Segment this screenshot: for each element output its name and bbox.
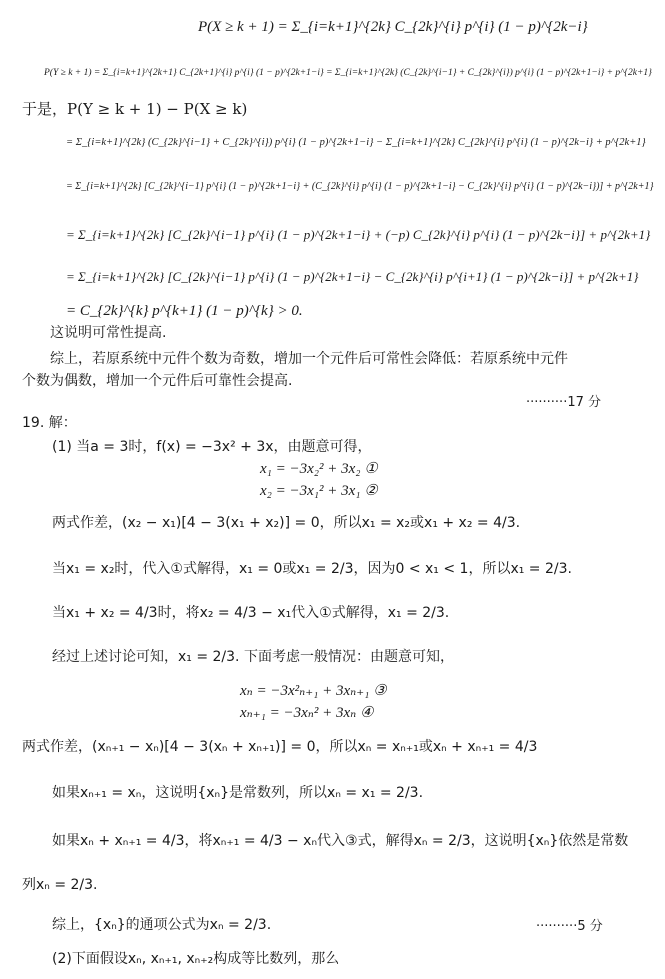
text-line: 如果xₙ₊₁ = xₙ，这说明{xₙ}是常数列，所以xₙ = x₁ = 2/3. — [52, 785, 424, 801]
equation-4: xₙ₊₁ = −3xₙ² + 3xₙ ④ — [240, 705, 374, 721]
text-line: 这说明可常性提高. — [50, 325, 167, 341]
text-line: 当x₁ + x₂ = 4/3时，将x₂ = 4/3 − x₁代入①式解得，x₁ = 2/3. — [52, 605, 450, 621]
text-line: 两式作差，(xₙ₊₁ − xₙ)[4 − 3(xₙ + xₙ₊₁)] = 0，所以xₙ = xₙ₊₁或xₙ + xₙ₊₁ = 4/3 — [22, 739, 538, 755]
text-line: 综上，若原系统中元件个数为奇数，增加一个元件后可常性会降低：若原系统中元件 — [50, 351, 568, 367]
score-mark: ··········5 分 — [536, 919, 603, 934]
derivation-line: = Σ_{i=k+1}^{2k} [C_{2k}^{i−1} p^{i} (1 − p)^{2k+1−i} + (−p) C_{2k}^{i} p^{i} (1 − p)^{2k−i}] + p^{2k+1} — [66, 227, 651, 242]
text-line: (2)下面假设xₙ, xₙ₊₁, xₙ₊₂构成等比数列，那么 — [52, 951, 340, 967]
text-line: 个数为偶数，增加一个元件后可靠性会提高. — [22, 373, 293, 389]
derivation-line: = Σ_{i=k+1}^{2k} [C_{2k}^{i−1} p^{i} (1 − p)^{2k+1−i} − C_{2k}^{i} p^{i+1} (1 − p)^{2k−i}] + p^{2k+1} — [66, 269, 639, 284]
text-line: 当x₁ = x₂时，代入①式解得，x₁ = 0或x₁ = 2/3，因为0 < x₁ < 1，所以x₁ = 2/3. — [52, 561, 572, 577]
text-line: 如果xₙ + xₙ₊₁ = 4/3，将xₙ₊₁ = 4/3 − xₙ代入③式，解得xₙ = 2/3，这说明{xₙ}依然是常数 — [52, 833, 629, 849]
equation-3: xₙ = −3x²ₙ₊₁ + 3xₙ₊₁ ③ — [240, 683, 387, 699]
text-line: 列xₙ = 2/3. — [22, 877, 98, 893]
equation-1: x₁ = −3x₂² + 3x₂ ① — [260, 461, 378, 477]
text-line: 综上，{xₙ}的通项公式为xₙ = 2/3. — [52, 917, 272, 933]
equation-2: x₂ = −3x₁² + 3x₁ ② — [260, 483, 378, 499]
score-mark: ··········17 分 — [526, 395, 601, 410]
text-line: 两式作差，(x₂ − x₁)[4 − 3(x₁ + x₂)] = 0，所以x₁ = x₂或x₁ + x₂ = 4/3. — [52, 515, 521, 531]
text-line: 经过上述讨论可知，x₁ = 2/3. 下面考虑一般情况：由题意可知， — [52, 649, 454, 665]
derivation-line: = C_{2k}^{k} p^{k+1} (1 − p)^{k} > 0. — [66, 303, 303, 319]
question-heading: 19. 解： — [22, 415, 77, 431]
derivation-line: = Σ_{i=k+1}^{2k} (C_{2k}^{i−1} + C_{2k}^{i}) p^{i} (1 − p)^{2k+1−i} − Σ_{i=k+1}^{2k} C_{2k}^{i} p^{i} (1 − p)^{2k−i} + p^{2k+1} — [66, 137, 646, 148]
derivation-line: = Σ_{i=k+1}^{2k} [C_{2k}^{i−1} p^{i} (1 − p)^{2k+1−i} + (C_{2k}^{i} p^{i} (1 − p)^{2k+1−i} − C_{2k}^{i} p^{i} (1 − p)^{2k−i})] + p^{2k+1} — [66, 181, 654, 192]
formula-py-line: P(Y ≥ k + 1) = Σ_{i=k+1}^{2k+1} C_{2k+1}^{i} p^{i} (1 − p)^{2k+1−i} = Σ_{i=k+1}^{2k} (C_{2k}^{i−1} + C_{2k}^{i}) p^{i} (1 − p)^{2k+1−i} + p^{2k+1} — [44, 68, 652, 78]
formula-px-line: P(X ≥ k + 1) = Σ_{i=k+1}^{2k} C_{2k}^{i} p^{i} (1 − p)^{2k−i} — [198, 19, 588, 35]
text-line: 于是，P(Y ≥ k + 1) − P(X ≥ k) — [22, 100, 248, 118]
text-line: (1) 当a = 3时，f(x) = −3x² + 3x，由题意可得， — [52, 439, 372, 455]
